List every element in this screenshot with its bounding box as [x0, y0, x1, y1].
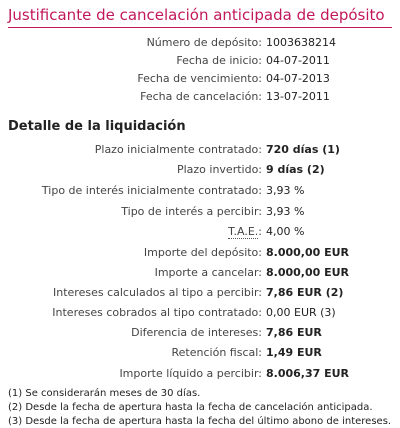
calculated-interest-row — [0, 284, 400, 302]
tax-withholding-row — [0, 344, 400, 362]
interest-difference-row — [0, 324, 400, 342]
applied-rate-label: Tipo de interés a percibir: — [121, 205, 262, 218]
invested-term-value: 9 días (2) — [266, 163, 325, 176]
start-date-row — [0, 52, 400, 70]
maturity-date-value: 04-07-2013 — [266, 72, 330, 85]
initial-term-row — [0, 141, 400, 159]
page-title: Justificante de cancelación anticipada de depósito — [8, 6, 385, 24]
tae-abbreviation: T.A.E. — [228, 225, 259, 238]
footnote-2: (2) Desde la fecha de apertura hasta la fecha de cancelación anticipada. — [8, 402, 373, 413]
initial-rate-row — [0, 182, 400, 200]
net-amount-row — [0, 365, 400, 383]
title-divider — [8, 27, 392, 28]
deposit-amount-value: 8.000,00 EUR — [266, 246, 350, 259]
tae-row — [0, 223, 400, 241]
cancellation-date-label: Fecha de cancelación: — [140, 90, 262, 103]
tax-withholding-label: Retención fiscal: — [171, 346, 262, 359]
tae-label-colon: : — [258, 225, 262, 238]
cancel-amount-label: Importe a cancelar: — [154, 266, 262, 279]
tax-withholding-value: 1,49 EUR — [266, 346, 322, 359]
deposit-number-row — [0, 34, 400, 52]
net-amount-value: 8.006,37 EUR — [266, 367, 350, 380]
applied-rate-row — [0, 203, 400, 221]
cancellation-date-value: 13-07-2011 — [266, 90, 330, 103]
maturity-date-label: Fecha de vencimiento: — [137, 72, 262, 85]
deposit-number-value: 1003638214 — [266, 36, 336, 49]
deposit-amount-label: Importe del depósito: — [143, 246, 262, 259]
invested-term-row — [0, 161, 400, 179]
calculated-interest-label: Intereses calculados al tipo a percibir: — [53, 286, 262, 299]
footnote-3: (3) Desde la fecha de apertura hasta la fecha del último abono de intereses. — [8, 416, 392, 427]
net-amount-label: Importe líquido a percibir: — [119, 367, 262, 380]
tae-value: 4,00 % — [266, 225, 305, 238]
interest-difference-value: 7,86 EUR — [266, 326, 322, 339]
maturity-date-row — [0, 70, 400, 88]
calculated-interest-value: 7,86 EUR (2) — [266, 286, 344, 299]
initial-rate-label: Tipo de interés inicialmente contratado: — [41, 184, 262, 197]
invested-term-label: Plazo invertido: — [176, 163, 262, 176]
start-date-label: Fecha de inicio: — [176, 54, 262, 67]
cancel-amount-row — [0, 264, 400, 282]
tae-label — [228, 223, 262, 241]
applied-rate-value: 3,93 % — [266, 205, 305, 218]
collected-interest-label: Intereses cobrados al tipo contratado: — [52, 306, 262, 319]
initial-rate-value: 3,93 % — [266, 184, 305, 197]
cancellation-date-row — [0, 88, 400, 106]
initial-term-label: Plazo inicialmente contratado: — [94, 143, 262, 156]
deposit-number-label: Número de depósito: — [146, 36, 262, 49]
footnote-1: (1) Se considerarán meses de 30 días. — [8, 388, 201, 399]
deposit-amount-row — [0, 244, 400, 262]
collected-interest-value: 0,00 EUR (3) — [266, 306, 336, 319]
initial-term-value: 720 días (1) — [266, 143, 340, 156]
cancel-amount-value: 8.000,00 EUR — [266, 266, 350, 279]
liquidation-section-title: Detalle de la liquidación — [8, 119, 186, 134]
start-date-value: 04-07-2011 — [266, 54, 330, 67]
interest-difference-label: Diferencia de intereses: — [131, 326, 262, 339]
collected-interest-row — [0, 304, 400, 322]
